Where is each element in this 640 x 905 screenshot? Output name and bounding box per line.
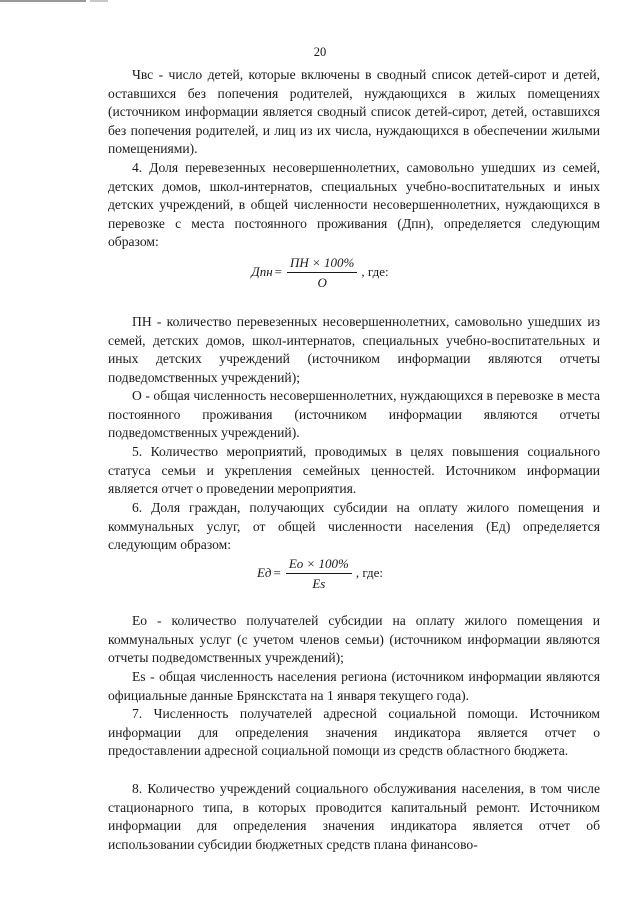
formula-fraction: [286, 556, 352, 591]
formula-dpn: [0, 255, 640, 290]
scan-artifact: [0, 0, 86, 2]
formula-denominator: О: [317, 275, 327, 290]
paragraph-o: О - общая численность несовершеннолетних, нуждающихся в перевозке в места постоянного проживания (источником информации являются отчеты подведомственных учреждений).: [108, 388, 600, 441]
formula-lhs: Ед: [256, 565, 272, 581]
formula-denominator: Es: [312, 576, 326, 591]
paragraph-item-6: 6. Доля граждан, получающих субсидии на оплату жилого помещения и коммунальных услуг, от общей численности населения (Ед) определяется следующим образом:: [108, 500, 600, 553]
paragraph-es: Es - общая численность населения региона (источником информации являются официальные данные Брянскстата на 1 января текущего года).: [108, 669, 600, 703]
page-number: 20: [313, 45, 327, 59]
formula-tail: , где:: [355, 565, 384, 581]
paragraph-item-5: 5. Количество мероприятий, проводимых в целях повышения социального статуса семьи и укрепления семейных ценностей. Источником информации является отчет о проведении мероприятия.: [108, 444, 600, 497]
formula-ed: [0, 556, 640, 591]
paragraph-item-7: 7. Численность получателей адресной социальной помощи. Источником информации для определения значения индикатора является отчет о предоставлении адресной социальной помощи из средств областного бюджета.: [108, 706, 600, 759]
paragraph-pn: ПН - количество перевезенных несовершеннолетних, самовольно ушедших из семей, детских домов, школ-интернатов, специальных учебно-воспитательных и иных детских учреждений (источником информации являются отчеты подведомственных учреждений);: [108, 314, 600, 385]
formula-lhs: Дпн: [251, 264, 273, 280]
formula-equals: =: [274, 264, 282, 280]
formula-fraction: [287, 255, 357, 290]
paragraph-item-8: 8. Количество учреждений социального обслуживания населения, в том числе стационарного типа, в которых проводится капитальный ремонт. Источником информации для определения значения индикатора является отчет об использовании субсидии бюджетных средств плана финансово-: [108, 781, 600, 852]
formula-tail: , где:: [361, 264, 389, 280]
paragraph-eo: Ео - количество получателей субсидии на оплату жилого помещения и коммунальных услуг (с учетом членов семьи) (источником информации являются отчеты подведомственных учреждений);: [108, 613, 600, 666]
formula-numerator: ПН × 100%: [287, 255, 357, 273]
paragraph-item-4: 4. Доля перевезенных несовершеннолетних, самовольно ушедших из семей, детских домов, школ-интернатов, специальных учебно-воспитательных и иных детских учреждений, в общей численности несовершеннолетних, нуждающихся в перевозке с места постоянного проживания (Дпн), определяется следующим образом:: [108, 160, 600, 250]
scan-artifact: [90, 0, 108, 2]
formula-equals: =: [273, 565, 281, 581]
paragraph-chvs: Чвс - число детей, которые включены в сводный список детей-сирот и детей, оставшихся без попечения родителей, нуждающихся в жилых помещениях (источником информации является сводный список детей-сирот, детей, оставшихся без попечения родителей, и лиц из их числа, нуждающихся в обеспечении жилыми помещениями).: [108, 67, 600, 157]
formula-numerator: Ео × 100%: [286, 556, 352, 574]
